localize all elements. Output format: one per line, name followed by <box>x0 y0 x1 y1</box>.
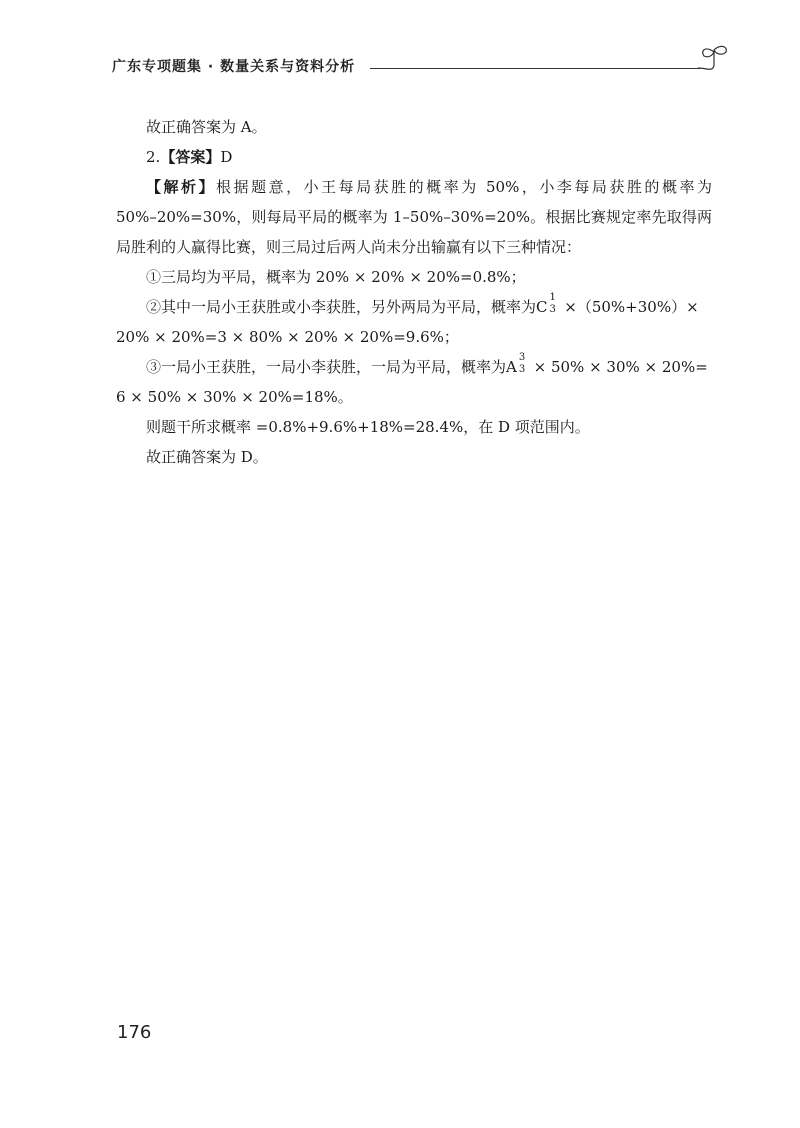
answer-content <box>116 112 712 472</box>
case-2-text: ②其中一局小王获胜或小李获胜，另外两局为平局，概率为 <box>146 298 537 316</box>
arrangement-sup: 3 <box>518 352 526 363</box>
page-number: 176 <box>117 1022 152 1043</box>
answer-value: D <box>220 148 233 166</box>
final-answer-line: 故正确答案为 D。 <box>146 448 268 466</box>
case-2-line-1 <box>116 292 712 322</box>
sprout-icon <box>696 44 732 78</box>
case-2-line-2: 20% × 20%=3 × 80% × 20% × 20%=9.6%； <box>116 328 459 346</box>
case-3-line-1 <box>116 352 712 382</box>
question-2-answer <box>116 142 712 172</box>
arrangement-sub: 3 <box>518 364 526 375</box>
case-2-formula: ×（50%+30%）× <box>559 298 699 316</box>
answer-bracket-label: 【答案】 <box>160 148 221 166</box>
header-title: 广东专项题集 · 数量关系与资料分析 <box>112 59 356 75</box>
analysis-text: 根据题意，小王每局获胜的概率为 50%，小李每局获胜的概率为 <box>216 178 712 196</box>
case-1: ①三局均为平局，概率为 20% × 20% × 20%=0.8%； <box>146 268 526 286</box>
page-header <box>112 52 722 80</box>
analysis-bracket-label: 【解析】 <box>146 178 217 196</box>
conclusion-line: 则题干所求概率 =0.8%+9.6%+18%=28.4%，在 D 项范围内。 <box>146 418 590 436</box>
case-3-text: ③一局小王获胜，一局小李获胜，一局为平局，概率为 <box>146 358 507 376</box>
combination-indices <box>548 292 560 315</box>
question-number: 2. <box>146 148 161 166</box>
arrangement-symbol: A <box>506 358 517 376</box>
analysis-line-1 <box>116 172 712 202</box>
arrangement-indices <box>517 352 529 375</box>
combination-sub: 3 <box>549 304 556 315</box>
analysis-line-3: 局胜利的人赢得比赛，则三局过后两人尚未分出输赢有以下三种情况： <box>116 238 582 256</box>
case-3-line-2: 6 × 50% × 30% × 20%=18%。 <box>116 388 353 406</box>
combination-sup: 1 <box>549 292 556 303</box>
case-3-formula: × 50% × 30% × 20%= <box>528 358 708 376</box>
answer-line: 故正确答案为 A。 <box>146 118 267 136</box>
analysis-line-2: 50%–20%=30%，则每局平局的概率为 1–50%–30%=20%。根据比赛规定率先取得两 <box>116 208 712 226</box>
combination-symbol: C <box>536 298 548 316</box>
header-rule <box>370 68 700 69</box>
